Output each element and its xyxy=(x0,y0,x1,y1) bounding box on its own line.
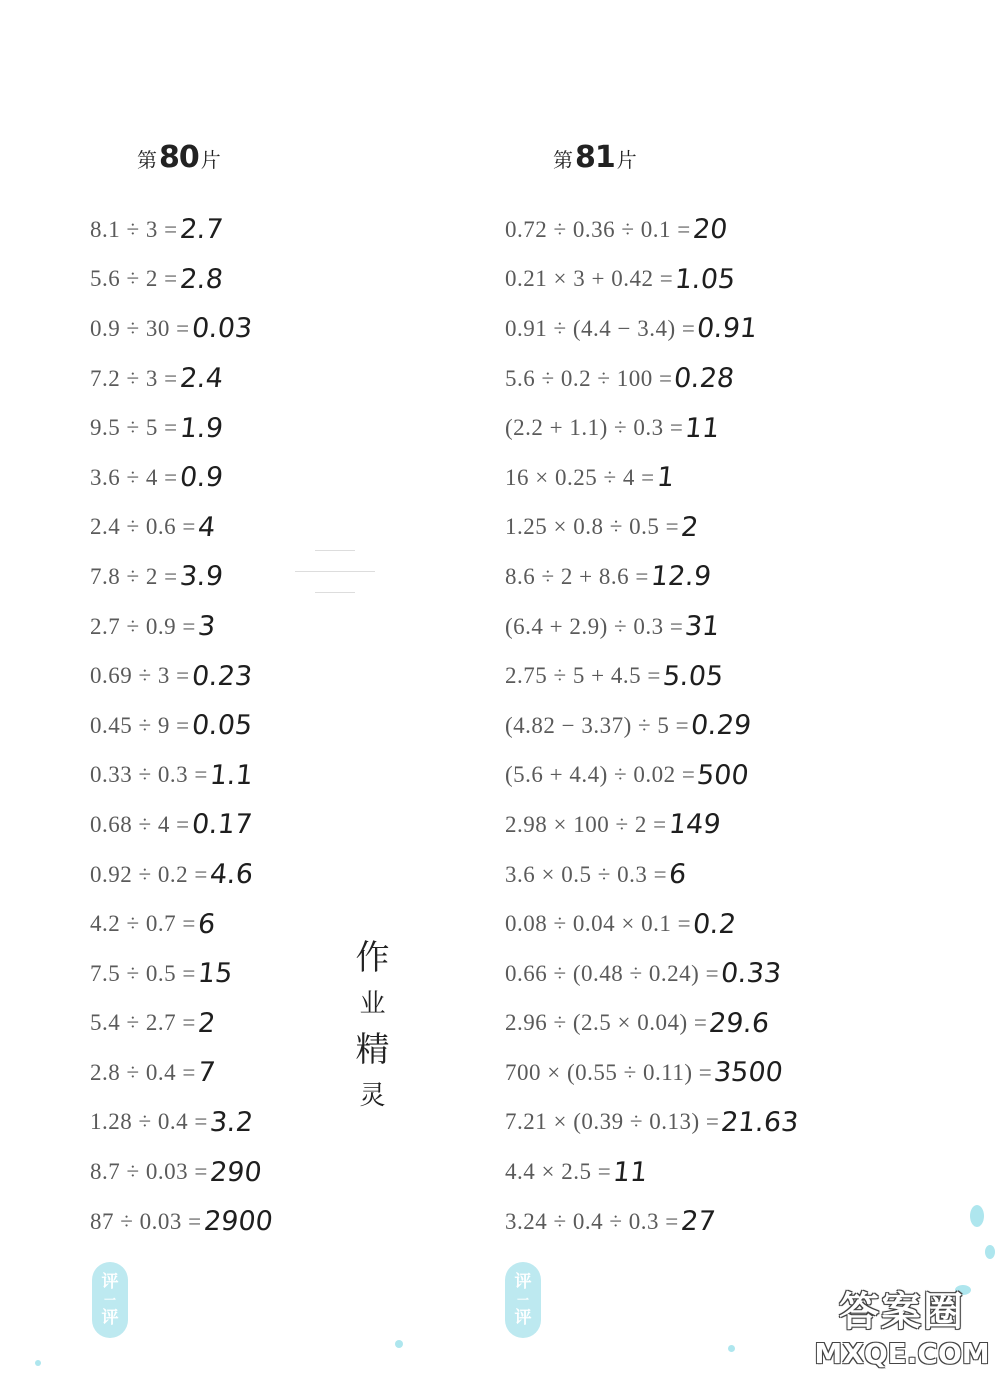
right-problem-list xyxy=(505,205,799,1246)
handwritten-answer: 4.6 xyxy=(208,859,255,891)
problem-expression: 3.24 ÷ 0.4 ÷ 0.3 = xyxy=(505,1208,679,1234)
problem-expression: 7.5 ÷ 0.5 = xyxy=(90,960,196,986)
problem-expression: (4.82 − 3.37) ÷ 5 = xyxy=(505,712,690,738)
problem-expression: 7.8 ÷ 2 = xyxy=(90,563,178,589)
badge-char: 评 xyxy=(101,1272,119,1292)
problem-expression: 8.7 ÷ 0.03 = xyxy=(90,1159,208,1185)
problem-row xyxy=(90,651,272,701)
watermark xyxy=(812,1280,992,1370)
problem-expression: 7.21 × (0.39 ÷ 0.13) = xyxy=(505,1109,720,1135)
left-sheet-title xyxy=(137,140,221,175)
handwritten-answer: 7 xyxy=(196,1057,217,1089)
problem-expression: 8.6 ÷ 2 + 8.6 = xyxy=(505,563,649,589)
problem-expression: 0.66 ÷ (0.48 ÷ 0.24) = xyxy=(505,960,720,986)
problem-expression: 2.8 ÷ 0.4 = xyxy=(90,1059,196,1085)
badge-char: 评 xyxy=(514,1308,532,1328)
problem-expression: 0.72 ÷ 0.36 ÷ 0.1 = xyxy=(505,216,691,242)
problem-expression: 2.75 ÷ 5 + 4.5 = xyxy=(505,663,661,689)
problem-row xyxy=(505,651,799,701)
problem-row xyxy=(505,1098,799,1148)
problem-expression: 3.6 ÷ 4 = xyxy=(90,464,178,490)
handwritten-answer: 11 xyxy=(683,412,722,444)
problem-row xyxy=(90,899,272,949)
handwritten-answer: 29.6 xyxy=(707,1007,772,1039)
problem-expression: 5.4 ÷ 2.7 = xyxy=(90,1010,196,1036)
problem-expression: 700 × (0.55 ÷ 0.11) = xyxy=(505,1059,713,1085)
problem-row xyxy=(90,453,272,503)
problem-row xyxy=(505,602,799,652)
problem-expression: 87 ÷ 0.03 = xyxy=(90,1208,202,1234)
problem-row xyxy=(90,1197,272,1247)
handwritten-answer: 6 xyxy=(196,908,217,940)
problem-row xyxy=(505,701,799,751)
problem-row xyxy=(90,602,272,652)
handwritten-answer: 5.05 xyxy=(661,660,725,692)
problem-row xyxy=(505,949,799,999)
problem-expression: 0.33 ÷ 0.3 = xyxy=(90,762,208,788)
left-problem-list xyxy=(90,205,272,1246)
problem-row xyxy=(90,205,272,255)
handwritten-answer: 2 xyxy=(679,511,700,543)
handwritten-answer: 0.03 xyxy=(189,313,254,345)
handwritten-answer: 0.91 xyxy=(695,313,760,345)
problem-row xyxy=(505,503,799,553)
problem-row xyxy=(505,403,799,453)
problem-row xyxy=(505,552,799,602)
handwritten-answer: 0.29 xyxy=(689,710,753,742)
right-sheet-title xyxy=(553,140,637,175)
problem-expression: 4.4 × 2.5 = xyxy=(505,1159,612,1185)
problem-row xyxy=(90,304,272,354)
handwritten-answer: 0.28 xyxy=(672,363,737,395)
problem-expression: 5.6 ÷ 0.2 ÷ 100 = xyxy=(505,365,673,391)
problem-expression: 0.9 ÷ 30 = xyxy=(90,315,190,341)
problem-row xyxy=(90,503,272,553)
problem-expression: 9.5 ÷ 5 = xyxy=(90,415,178,441)
handwritten-answer: 2900 xyxy=(201,1206,274,1238)
badge-char: 一 xyxy=(103,1293,116,1307)
problem-row xyxy=(90,751,272,801)
problem-expression: 0.92 ÷ 0.2 = xyxy=(90,861,208,887)
handwritten-answer: 1.05 xyxy=(673,263,737,295)
problem-row xyxy=(505,304,799,354)
title-suffix: 片 xyxy=(200,148,221,172)
problem-expression: 4.2 ÷ 0.7 = xyxy=(90,911,196,937)
problem-expression: 0.91 ÷ (4.4 − 3.4) = xyxy=(505,315,696,341)
problem-row xyxy=(505,453,799,503)
handwritten-answer: 15 xyxy=(196,958,234,990)
problem-row xyxy=(505,1048,799,1098)
problem-expression: 8.1 ÷ 3 = xyxy=(90,216,178,242)
problem-row xyxy=(90,1147,272,1197)
decor-dot xyxy=(395,1340,403,1348)
handwritten-answer: 2.7 xyxy=(177,214,225,246)
handwritten-answer: 1.1 xyxy=(208,759,255,791)
handwritten-answer: 1 xyxy=(654,462,676,494)
decor-dot xyxy=(35,1360,41,1366)
handwritten-answer: 20 xyxy=(691,214,729,246)
handwritten-answer: 11 xyxy=(611,1156,650,1188)
problem-expression: 2.98 × 100 ÷ 2 = xyxy=(505,811,667,837)
handwritten-answer: 0.2 xyxy=(691,908,738,940)
problem-row xyxy=(90,354,272,404)
handwritten-answer: 2.4 xyxy=(177,363,225,395)
watermark-logo: 答案圈 xyxy=(839,1289,965,1335)
handwritten-answer: 0.33 xyxy=(719,958,783,990)
handwritten-answer: 1.9 xyxy=(177,412,225,444)
handwritten-answer: 290 xyxy=(208,1156,264,1188)
handwritten-answer: 500 xyxy=(695,759,751,791)
problem-expression: 0.08 ÷ 0.04 × 0.1 = xyxy=(505,911,692,937)
handwritten-answer: 3.9 xyxy=(177,561,225,593)
handwritten-answer: 3 xyxy=(196,611,217,643)
problem-expression: (2.2 + 1.1) ÷ 0.3 = xyxy=(505,415,684,441)
note-char: 灵 xyxy=(359,1081,386,1111)
problem-expression: (6.4 + 2.9) ÷ 0.3 = xyxy=(505,613,684,639)
problem-row xyxy=(505,899,799,949)
problem-row xyxy=(505,1147,799,1197)
problem-row xyxy=(90,403,272,453)
note-char: 精 xyxy=(355,1030,390,1070)
problem-expression: 2.4 ÷ 0.6 = xyxy=(90,514,196,540)
problem-row xyxy=(90,701,272,751)
handwritten-answer: 149 xyxy=(666,809,722,841)
problem-row xyxy=(505,850,799,900)
handwritten-note xyxy=(345,935,400,1119)
problem-expression: 0.21 × 3 + 0.42 = xyxy=(505,266,674,292)
note-char: 业 xyxy=(359,989,386,1019)
handwritten-answer: 31 xyxy=(683,611,722,643)
handwritten-answer: 4 xyxy=(196,511,217,543)
handwritten-answer: 2 xyxy=(196,1007,217,1039)
title-number: 81 xyxy=(575,140,615,175)
badge-char: 评 xyxy=(514,1272,532,1292)
problem-expression: 0.68 ÷ 4 = xyxy=(90,811,190,837)
problem-expression: 16 × 0.25 ÷ 4 = xyxy=(505,464,655,490)
problem-expression: 7.2 ÷ 3 = xyxy=(90,365,178,391)
handwritten-answer: 27 xyxy=(679,1206,717,1238)
title-number: 80 xyxy=(159,140,199,175)
problem-row xyxy=(505,800,799,850)
badge-char: 评 xyxy=(101,1308,119,1328)
title-prefix: 第 xyxy=(137,148,157,172)
handwritten-answer: 0.9 xyxy=(177,462,225,494)
note-char: 作 xyxy=(355,938,390,978)
problem-row xyxy=(90,255,272,305)
problem-row xyxy=(505,999,799,1049)
problem-expression: 5.6 ÷ 2 = xyxy=(90,266,178,292)
problem-row xyxy=(505,354,799,404)
faint-scribble xyxy=(285,530,385,603)
problem-row xyxy=(90,999,272,1049)
problem-row xyxy=(90,850,272,900)
problem-row xyxy=(505,1197,799,1247)
problem-expression: 3.6 × 0.5 ÷ 0.3 = xyxy=(505,861,668,887)
decor-dot xyxy=(728,1345,735,1352)
problem-row xyxy=(505,205,799,255)
problem-expression: 0.69 ÷ 3 = xyxy=(90,663,190,689)
right-review-badge xyxy=(505,1262,541,1338)
handwritten-answer: 3500 xyxy=(712,1057,785,1089)
problem-row xyxy=(90,1048,272,1098)
problem-expression: 1.25 × 0.8 ÷ 0.5 = xyxy=(505,514,680,540)
handwritten-answer: 3.2 xyxy=(208,1106,255,1138)
left-review-badge xyxy=(92,1262,128,1338)
decor-dot xyxy=(970,1205,984,1227)
title-prefix: 第 xyxy=(553,148,573,172)
handwritten-answer: 0.17 xyxy=(189,809,254,841)
problem-row xyxy=(505,255,799,305)
problem-row xyxy=(505,751,799,801)
problem-expression: 0.45 ÷ 9 = xyxy=(90,712,190,738)
handwritten-answer: 2.8 xyxy=(177,263,225,295)
problem-row xyxy=(90,1098,272,1148)
handwritten-answer: 12.9 xyxy=(649,561,713,593)
problem-row xyxy=(90,800,272,850)
decor-dot xyxy=(985,1245,995,1259)
handwritten-answer: 0.05 xyxy=(189,710,254,742)
problem-row xyxy=(90,949,272,999)
problem-expression: 2.7 ÷ 0.9 = xyxy=(90,613,196,639)
problem-expression: 2.96 ÷ (2.5 × 0.04) = xyxy=(505,1010,708,1036)
problem-expression: (5.6 + 4.4) ÷ 0.02 = xyxy=(505,762,696,788)
badge-char: 一 xyxy=(516,1293,529,1307)
handwritten-answer: 21.63 xyxy=(719,1106,801,1138)
problem-expression: 1.28 ÷ 0.4 = xyxy=(90,1109,208,1135)
watermark-url: MXQE.COM xyxy=(814,1337,990,1370)
problem-row xyxy=(90,552,272,602)
handwritten-answer: 6 xyxy=(667,859,688,891)
handwritten-answer: 0.23 xyxy=(189,660,254,692)
title-suffix: 片 xyxy=(616,148,637,172)
